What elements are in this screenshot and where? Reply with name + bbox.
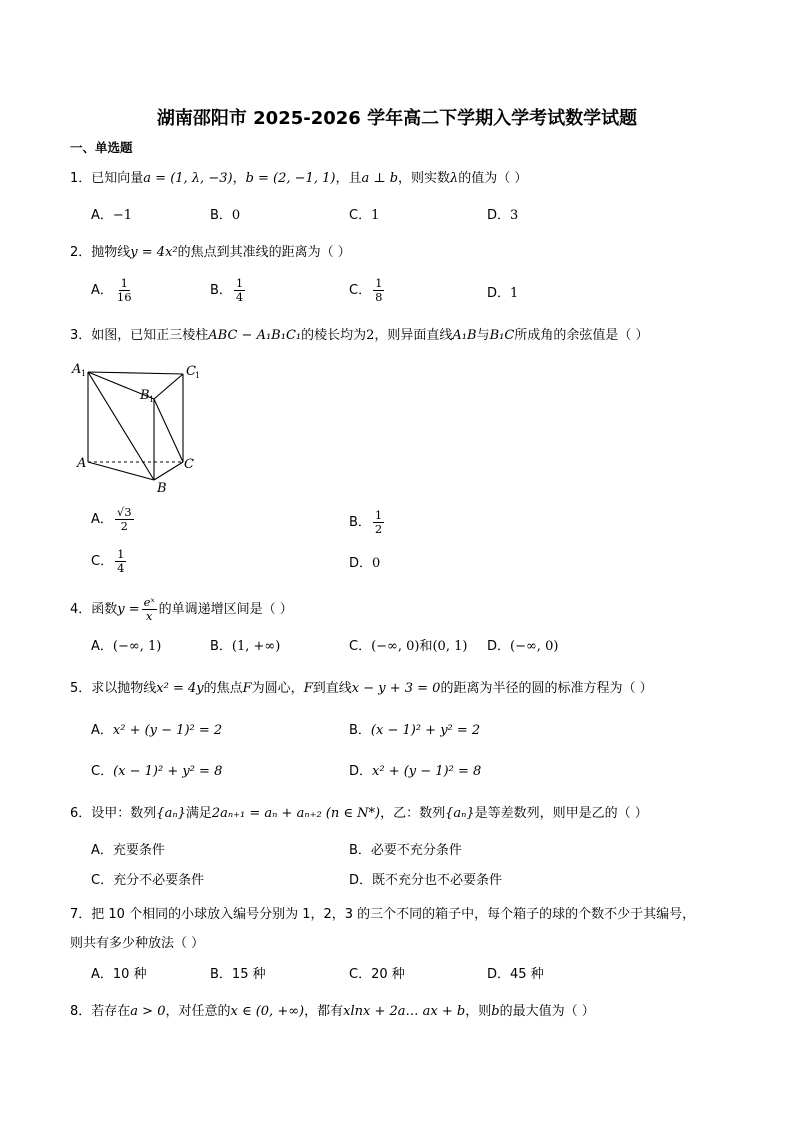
label-b: B	[157, 481, 167, 496]
option-c: C．(x − 1)² + y² = 8	[91, 764, 223, 779]
label-a1: A	[72, 362, 82, 377]
math-expression: λ	[450, 171, 459, 186]
label-b1: B	[140, 388, 150, 403]
question-text: 的焦点到其准线的距离为（ ）	[177, 245, 351, 260]
question-text: 到直线	[312, 681, 352, 696]
option-c: C．1	[349, 208, 380, 223]
edge-a1c1	[88, 372, 183, 374]
question-text: 函数	[91, 602, 118, 617]
question-text: ，则异面直线	[374, 328, 453, 343]
option-b: B．必要不充分条件	[349, 843, 462, 858]
question-text: 满足	[185, 806, 212, 821]
question-text: 与	[476, 328, 490, 343]
option-b: B．(1, +∞)	[210, 639, 281, 654]
label-sub: 1	[81, 369, 87, 378]
question-text: 为圆心，	[251, 681, 304, 696]
option-b: B．(x − 1)² + y² = 2	[349, 723, 481, 738]
math-fraction: $\frac{\text{eˣ}}{x}$	[143, 595, 155, 623]
question-text: 已知向量	[91, 171, 144, 186]
question-text: 的棱长均为	[301, 328, 367, 343]
option-b: B． $\frac{1}{2}$	[349, 508, 383, 536]
math-expression: b = (2, −1, 1)	[245, 171, 336, 186]
option-d: D．45 种	[487, 967, 544, 982]
math-expression: y =	[117, 602, 140, 617]
question-6	[70, 805, 648, 823]
option-b: B． $\frac{1}{4}$	[210, 276, 244, 304]
option-c: C．充分不必要条件	[91, 873, 205, 888]
math-expression: ABC − A₁B₁C₁	[208, 328, 302, 343]
question-3	[70, 327, 648, 345]
option-d: D．3	[487, 208, 519, 223]
question-text: ，则实数	[398, 171, 451, 186]
math-expression: xlnx + 2a… ax + b	[343, 1004, 466, 1019]
label-c: C	[184, 457, 194, 472]
question-text: ，且	[335, 171, 362, 186]
option-d: D．(−∞, 0)	[487, 639, 559, 654]
question-text: 的焦点	[203, 681, 243, 696]
option-a: A．−1	[91, 208, 133, 223]
math-expression: F	[242, 681, 252, 696]
question-7	[70, 906, 695, 924]
math-expression: F	[303, 681, 313, 696]
prism-figure	[70, 362, 210, 497]
question-text: ，乙：数列	[380, 806, 446, 821]
label-sub: 1	[195, 371, 201, 380]
question-text: 求以抛物线	[91, 681, 157, 696]
edge-b1c1	[154, 374, 183, 399]
math-expression: a = (1, λ, −3)	[143, 171, 233, 186]
question-5	[70, 680, 653, 698]
question-text: 把 10 个相同的小球放入编号分别为 1，2，3 的三个不同的箱子中，每个箱子的球的个数不少于其编号，	[91, 907, 696, 922]
question-text: 的距离为半径的圆的标准方程为（ ）	[440, 681, 653, 696]
option-a: A． $\frac{√3}{2}$	[91, 505, 132, 533]
question-text: 的最大值为（ ）	[499, 1004, 595, 1019]
option-c: C． $\frac{1}{8}$	[349, 276, 383, 304]
question-number: 1．	[70, 171, 92, 186]
question-7-line-2: 则共有多少种放法（ ）	[70, 936, 205, 951]
option-a: A．(−∞, 1)	[91, 639, 162, 654]
math-expression: 2aₙ₊₁ = aₙ + aₙ₊₂ (n ∈ N*)	[211, 806, 381, 821]
question-1	[70, 170, 527, 188]
math-expression: y = 4x²	[130, 245, 178, 260]
math-expression: B₁C	[489, 328, 515, 343]
question-2	[70, 244, 351, 262]
label-c1: C	[186, 364, 196, 379]
math-expression: {aₙ}	[445, 806, 475, 821]
option-a: A．x² + (y − 1)² = 2	[91, 723, 223, 738]
math-expression: x² = 4y	[156, 681, 204, 696]
math-expression: x ∈ (0, +∞)	[230, 1004, 305, 1019]
math-expression: a > 0	[130, 1004, 166, 1019]
option-a: A．10 种	[91, 967, 147, 982]
question-number: 3．	[70, 328, 92, 343]
page-title: 湖南邵阳市 2025-2026 学年高二下学期入学考试数学试题	[156, 108, 638, 129]
option-d: D．0	[349, 556, 381, 571]
question-number: 2．	[70, 245, 92, 260]
question-text: ，	[232, 171, 246, 186]
option-d: D．1	[487, 286, 519, 301]
question-text: 的值为（ ）	[458, 171, 528, 186]
math-expression: x − y + 3 = 0	[351, 681, 441, 696]
question-text: 抛物线	[91, 245, 131, 260]
line-b1c	[154, 399, 183, 462]
label-sub: 1	[149, 395, 155, 404]
question-number: 6．	[70, 806, 92, 821]
math-expression: {aₙ}	[156, 806, 186, 821]
question-number: 7．	[70, 907, 92, 922]
question-text: 所成角的余弦值是（ ）	[514, 328, 649, 343]
option-d: D．x² + (y − 1)² = 8	[349, 764, 482, 779]
math-expression: 2	[366, 328, 375, 343]
question-4	[70, 596, 293, 623]
option-c: C． $\frac{1}{4}$	[91, 547, 125, 575]
option-a: A．充要条件	[91, 843, 165, 858]
question-number: 5．	[70, 681, 92, 696]
question-text: ，对任意的	[165, 1004, 231, 1019]
question-text: 的单调递增区间是（ ）	[158, 602, 293, 617]
math-expression: b	[491, 1004, 500, 1019]
question-8	[70, 1003, 595, 1021]
question-text: 设甲：数列	[91, 806, 157, 821]
option-c: C．20 种	[349, 967, 405, 982]
math-expression: a ⊥ b	[361, 171, 399, 186]
question-text: 是等差数列，则甲是乙的（ ）	[474, 806, 648, 821]
option-b: B．15 种	[210, 967, 266, 982]
option-d: D．既不充分也不必要条件	[349, 873, 503, 888]
option-b: B．0	[210, 208, 241, 223]
option-c: C．(−∞, 0)和(0, 1)	[349, 639, 468, 654]
question-number: 4．	[70, 602, 92, 617]
math-expression: A₁B	[452, 328, 477, 343]
question-number: 8．	[70, 1004, 92, 1019]
question-text: ，则	[465, 1004, 492, 1019]
option-a: A． $\frac{1}{16}$	[91, 276, 132, 304]
question-text: ，都有	[304, 1004, 344, 1019]
question-text: 如图，已知正三棱柱	[91, 328, 209, 343]
section-heading: 一、单选题	[70, 140, 133, 155]
label-a: A	[77, 456, 87, 471]
edge-bc	[154, 462, 183, 480]
question-text: 若存在	[91, 1004, 131, 1019]
